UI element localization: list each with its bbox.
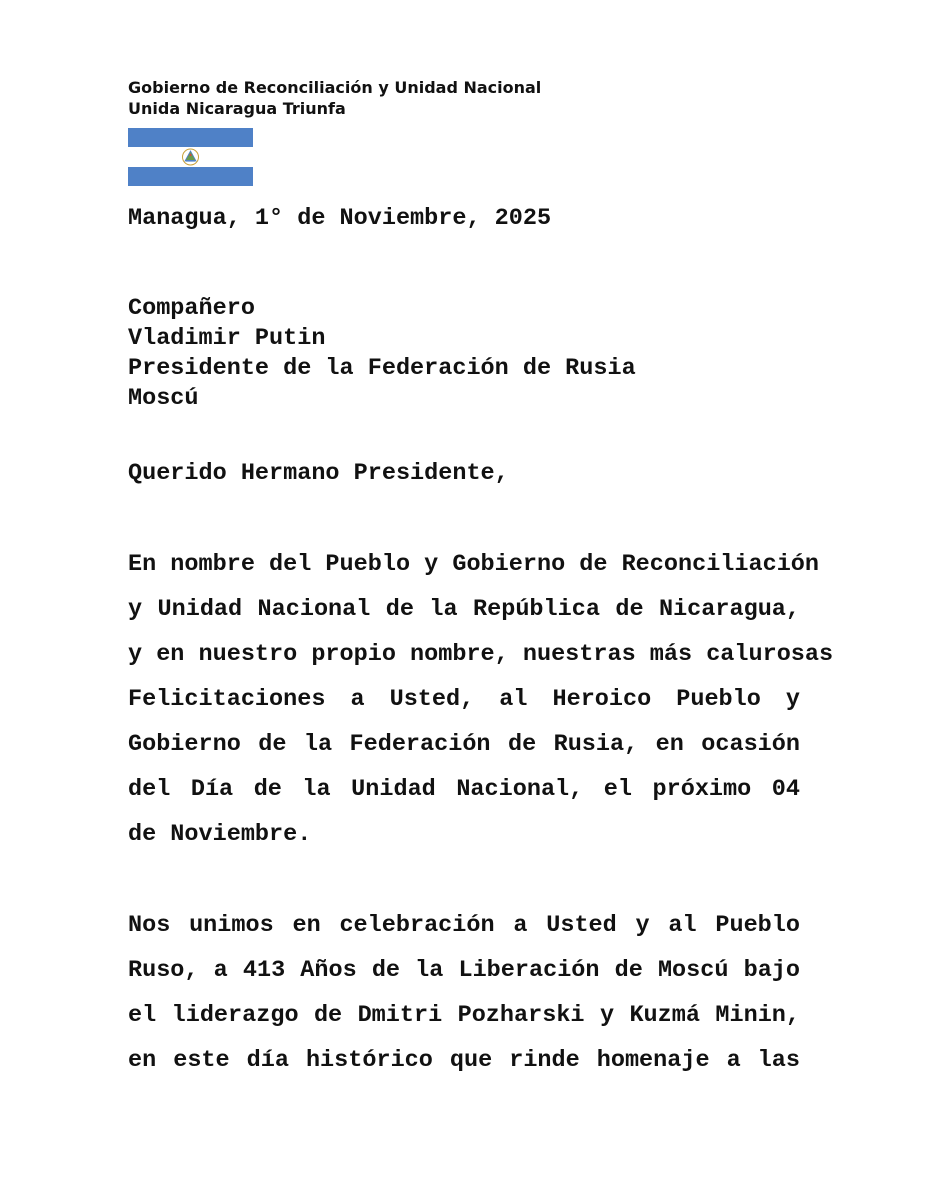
letter-date: Managua, 1° de Noviembre, 2025 <box>128 205 552 232</box>
recipient-block <box>128 294 636 414</box>
recipient-city: Moscú <box>128 385 199 412</box>
paragraph-line: del Día de la Unidad Nacional, el próximo 04 <box>128 776 800 803</box>
paragraph-line: y Unidad Nacional de la República de Nicaragua, <box>128 596 800 623</box>
letterhead <box>128 77 541 119</box>
paragraph-line: de Noviembre. <box>128 821 312 848</box>
recipient-name: Vladimir Putin <box>128 325 326 352</box>
paragraph-line: Nos unimos en celebración a Usted y al Pueblo <box>128 912 800 939</box>
paragraph-line: y en nuestro propio nombre, nuestras más calurosas <box>128 641 834 668</box>
letterhead-government-name: Gobierno de Reconciliación y Unidad Nacional <box>128 78 542 97</box>
flag-bottom-stripe <box>128 167 253 186</box>
recipient-title: Compañero <box>128 295 255 322</box>
paragraph-line: En nombre del Pueblo y Gobierno de Reconciliación <box>128 551 820 578</box>
paragraph-line: en este día histórico que rinde homenaje a las <box>128 1047 800 1074</box>
letterhead-slogan: Unida Nicaragua Triunfa <box>128 99 346 118</box>
paragraph-line: Gobierno de la Federación de Rusia, en ocasión <box>128 731 800 758</box>
paragraph-line: el liderazgo de Dmitri Pozharski y Kuzmá Minin, <box>128 1002 800 1029</box>
paragraph-line: Ruso, a 413 Años de la Liberación de Moscú bajo <box>128 957 800 984</box>
flag-top-stripe <box>128 128 253 147</box>
greeting: Querido Hermano Presidente, <box>128 460 509 487</box>
paragraph-line: Felicitaciones a Usted, al Heroico Pueblo y <box>128 686 800 713</box>
nicaragua-flag-icon <box>128 128 253 186</box>
body-paragraph-2 <box>128 903 800 1083</box>
body-paragraph-1 <box>128 542 834 857</box>
recipient-position: Presidente de la Federación de Rusia <box>128 355 636 382</box>
